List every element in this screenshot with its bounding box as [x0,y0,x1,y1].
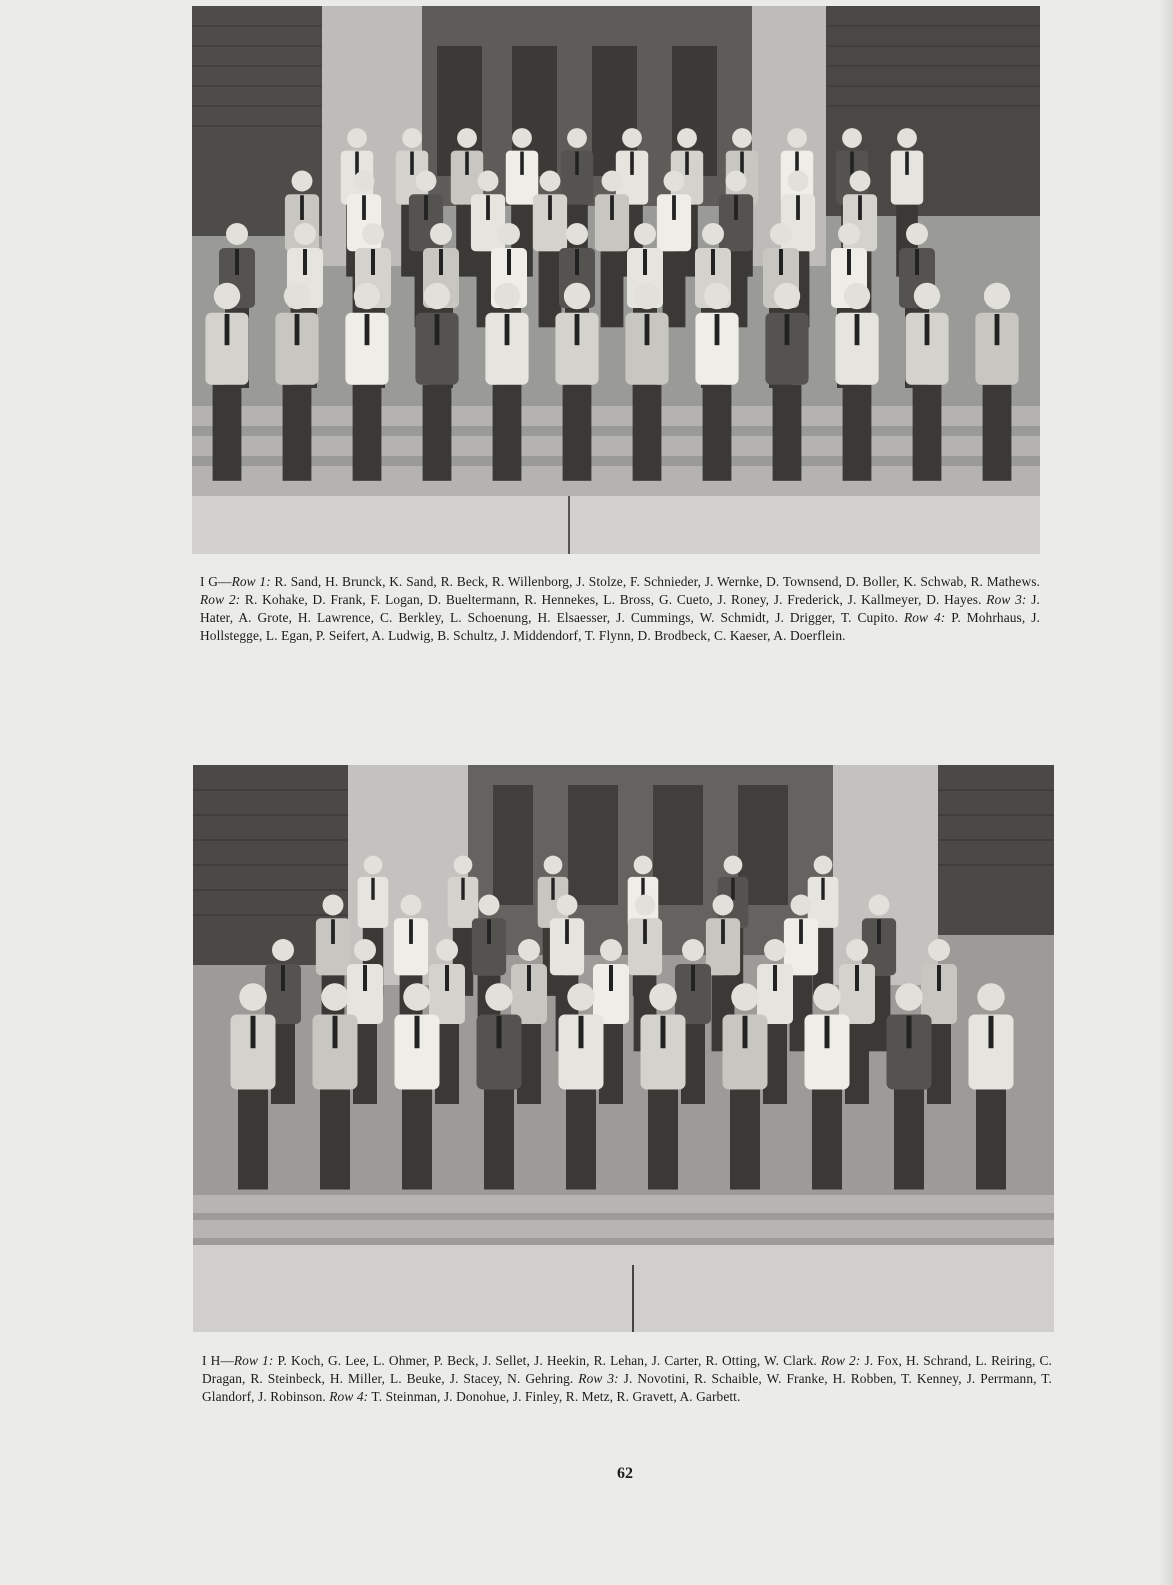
row-names: J. Novotini, R. Schaible, W. Franke, H. Robben, T. Kenney, J. Perrmann, T. Glandorf, J. Robinson. [202,1371,1052,1404]
row-names: J. Hater, A. Grote, H. Lawrence, C. Berkley, L. Schoenung, H. Elsaesser, J. Cummings, W. Schmidt, J. Drigger, T. Cupito. [200,592,1040,625]
section-label: I H— [202,1353,234,1368]
section-label: I G— [200,574,232,589]
row-names: T. Steinman, J. Donohue, J. Finley, R. Metz, R. Gravett, A. Garbett. [368,1389,741,1404]
row-names: R. Kohake, D. Frank, F. Logan, D. Bueltermann, R. Hennekes, L. Bross, G. Cueto, J. Roney, J. Frederick, J. Kallmeyer, D. Hayes. [240,592,987,607]
row-label: Row 4: [329,1389,369,1404]
row-label: Row 1: [231,574,271,589]
photo-caption-1g [200,573,1040,645]
page-edge-shadow [1159,0,1173,1585]
row-label: Row 1: [233,1353,274,1368]
class-photo-1h [193,765,1054,1332]
row-label: Row 2: [820,1353,861,1368]
photo-caption-1h [202,1352,1052,1406]
row-names: R. Sand, H. Brunck, K. Sand, R. Beck, R. Willenborg, J. Stolze, F. Schnieder, J. Wernke, D. Townsend, D. Boller, K. Schwab, R. Mathews. [270,574,1040,589]
row-label: Row 4: [903,610,946,625]
class-photo-1g [192,6,1040,554]
row-label: Row 2: [200,592,241,607]
row-names: J. Fox, H. Schrand, L. Reiring, C. Dragan, R. Steinbeck, H. Miller, L. Beuke, J. Stacey, N. Gehring. [202,1353,1052,1386]
row-label: Row 3: [578,1371,619,1386]
row-names: P. Mohrhaus, J. Hollstegge, L. Egan, P. Seifert, A. Ludwig, B. Schultz, J. Middendorf, T. Flynn, D. Brodbeck, C. Kaeser, A. Doerflein. [200,610,1040,643]
row-label: Row 3: [986,592,1027,607]
row-names: P. Koch, G. Lee, L. Ohmer, P. Beck, J. Sellet, J. Heekin, R. Lehan, J. Carter, R. Otting, W. Clark. [273,1353,821,1368]
page-number: 62 [617,1465,633,1482]
